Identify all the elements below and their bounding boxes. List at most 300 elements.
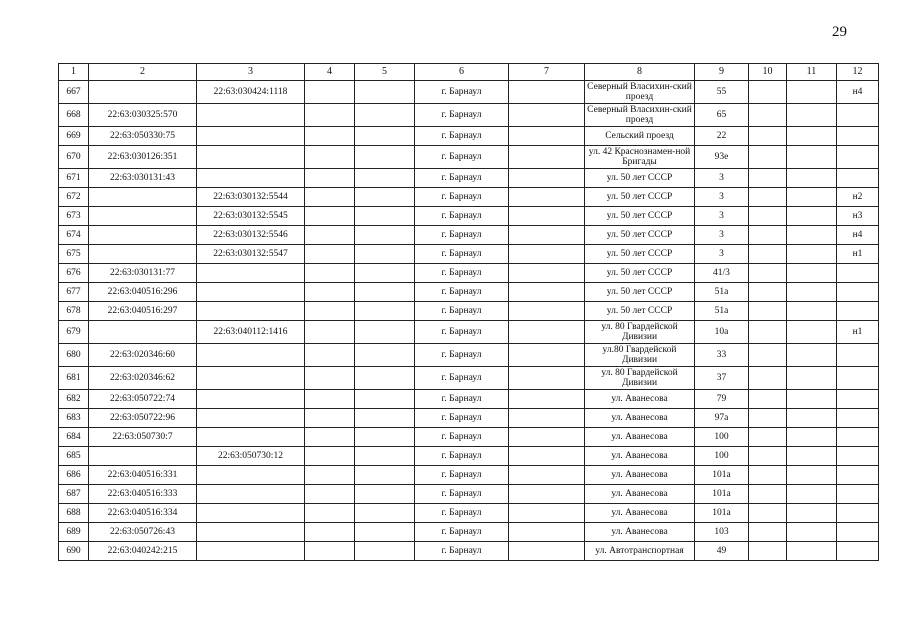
premises-code-cell [837,428,879,447]
premises-cadastral-number-cell: 22:63:030132:5547 [197,245,305,264]
row-number-cell: 683 [59,409,89,428]
premises-code-cell: н1 [837,245,879,264]
premises-cadastral-number-cell [197,428,305,447]
premises-cadastral-number-cell: 22:63:030424:1118 [197,81,305,104]
premises-code-cell [837,302,879,321]
premises-code-cell [837,283,879,302]
empty-cell [749,367,787,390]
table-row [59,523,879,542]
locality-cell: г. Барнаул [415,104,509,127]
empty-cell [749,504,787,523]
premises-code-cell [837,344,879,367]
table-row [59,409,879,428]
street-cell: ул. Аванесова [585,390,695,409]
street-cell: ул. Аванесова [585,485,695,504]
house-number-cell: 101а [695,485,749,504]
cadastral-number-cell: 22:63:050722:96 [89,409,197,428]
empty-cell [509,104,585,127]
locality-cell: г. Барнаул [415,321,509,344]
empty-cell [305,447,355,466]
cadastral-number-cell: 22:63:030131:77 [89,264,197,283]
house-number-cell: 100 [695,428,749,447]
premises-code-cell [837,523,879,542]
house-number-cell: 22 [695,127,749,146]
row-number-cell: 690 [59,542,89,561]
column-header: 10 [749,64,787,81]
locality-cell: г. Барнаул [415,390,509,409]
column-header: 12 [837,64,879,81]
locality-cell: г. Барнаул [415,226,509,245]
row-number-cell: 677 [59,283,89,302]
empty-cell [305,542,355,561]
house-number-cell: 79 [695,390,749,409]
cadastral-number-cell [89,321,197,344]
house-number-cell: 55 [695,81,749,104]
premises-code-cell [837,104,879,127]
row-number-cell: 674 [59,226,89,245]
house-number-cell: 10а [695,321,749,344]
table-row [59,447,879,466]
locality-cell: г. Барнаул [415,409,509,428]
premises-code-cell [837,390,879,409]
empty-cell [787,321,837,344]
premises-code-cell [837,409,879,428]
locality-cell: г. Барнаул [415,245,509,264]
empty-cell [355,344,415,367]
empty-cell [509,188,585,207]
empty-cell [787,523,837,542]
row-number-cell: 675 [59,245,89,264]
locality-cell: г. Барнаул [415,367,509,390]
premises-cadastral-number-cell [197,104,305,127]
empty-cell [787,428,837,447]
empty-cell [355,169,415,188]
premises-cadastral-number-cell [197,283,305,302]
street-cell: ул. Аванесова [585,428,695,447]
cadastral-number-cell [89,81,197,104]
locality-cell: г. Барнаул [415,81,509,104]
empty-cell [355,321,415,344]
table-row [59,283,879,302]
empty-cell [787,409,837,428]
house-number-cell: 37 [695,367,749,390]
premises-code-cell [837,127,879,146]
row-number-cell: 667 [59,81,89,104]
empty-cell [787,485,837,504]
row-number-cell: 686 [59,466,89,485]
premises-cadastral-number-cell [197,523,305,542]
empty-cell [305,188,355,207]
cadastral-number-cell: 22:63:030126:351 [89,146,197,169]
cadastral-number-cell: 22:63:040516:333 [89,485,197,504]
empty-cell [355,283,415,302]
empty-cell [749,146,787,169]
empty-cell [509,264,585,283]
empty-cell [787,264,837,283]
empty-cell [787,81,837,104]
premises-cadastral-number-cell [197,127,305,146]
empty-cell [509,485,585,504]
row-number-cell: 687 [59,485,89,504]
empty-cell [787,245,837,264]
premises-code-cell [837,169,879,188]
empty-cell [749,409,787,428]
premises-cadastral-number-cell: 22:63:030132:5546 [197,226,305,245]
empty-cell [355,104,415,127]
locality-cell: г. Барнаул [415,542,509,561]
empty-cell [749,447,787,466]
empty-cell [509,146,585,169]
cadastral-number-cell: 22:63:040516:297 [89,302,197,321]
row-number-cell: 688 [59,504,89,523]
locality-cell: г. Барнаул [415,504,509,523]
premises-code-cell [837,447,879,466]
premises-cadastral-number-cell [197,146,305,169]
empty-cell [787,127,837,146]
empty-cell [749,302,787,321]
empty-cell [355,504,415,523]
premises-cadastral-number-cell: 22:63:040112:1416 [197,321,305,344]
empty-cell [305,127,355,146]
table-row [59,264,879,283]
empty-cell [509,207,585,226]
empty-cell [355,542,415,561]
empty-cell [355,127,415,146]
locality-cell: г. Барнаул [415,188,509,207]
cadastral-number-cell: 22:63:040242:215 [89,542,197,561]
empty-cell [509,344,585,367]
column-header: 6 [415,64,509,81]
premises-cadastral-number-cell [197,264,305,283]
table-row [59,485,879,504]
house-number-cell: 3 [695,169,749,188]
empty-cell [305,321,355,344]
empty-cell [787,226,837,245]
table-row [59,207,879,226]
empty-cell [355,245,415,264]
street-cell: ул. 50 лет СССР [585,264,695,283]
empty-cell [305,226,355,245]
locality-cell: г. Барнаул [415,127,509,146]
empty-cell [355,428,415,447]
register-table [58,63,879,561]
locality-cell: г. Барнаул [415,485,509,504]
row-number-cell: 684 [59,428,89,447]
street-cell: ул. Аванесова [585,523,695,542]
empty-cell [749,321,787,344]
premises-cadastral-number-cell [197,367,305,390]
empty-cell [355,81,415,104]
house-number-cell: 65 [695,104,749,127]
empty-cell [509,127,585,146]
row-number-cell: 682 [59,390,89,409]
table-row [59,321,879,344]
empty-cell [787,188,837,207]
empty-cell [509,542,585,561]
cadastral-number-cell [89,188,197,207]
row-number-cell: 685 [59,447,89,466]
premises-code-cell [837,504,879,523]
cadastral-number-cell: 22:63:020346:60 [89,344,197,367]
empty-cell [305,264,355,283]
street-cell: Сельский проезд [585,127,695,146]
house-number-cell: 100 [695,447,749,466]
locality-cell: г. Барнаул [415,447,509,466]
empty-cell [509,409,585,428]
street-cell: ул. 50 лет СССР [585,207,695,226]
empty-cell [305,81,355,104]
column-header: 4 [305,64,355,81]
empty-cell [749,264,787,283]
premises-code-cell: н4 [837,226,879,245]
street-cell: Северный Власихин-ский проезд [585,104,695,127]
cadastral-number-cell: 22:63:020346:62 [89,367,197,390]
street-cell: ул. 80 Гвардейской Дивизии [585,321,695,344]
premises-cadastral-number-cell [197,504,305,523]
empty-cell [305,504,355,523]
premises-code-cell: н4 [837,81,879,104]
empty-cell [509,466,585,485]
empty-cell [355,523,415,542]
house-number-cell: 49 [695,542,749,561]
empty-cell [305,466,355,485]
empty-cell [509,283,585,302]
premises-cadastral-number-cell [197,542,305,561]
empty-cell [305,302,355,321]
empty-cell [787,302,837,321]
empty-cell [355,207,415,226]
empty-cell [749,283,787,302]
column-header: 2 [89,64,197,81]
row-number-cell: 669 [59,127,89,146]
empty-cell [509,245,585,264]
empty-cell [509,81,585,104]
street-cell: ул.80 Гвардейской Дивизии [585,344,695,367]
empty-cell [749,226,787,245]
cadastral-number-cell [89,226,197,245]
house-number-cell: 103 [695,523,749,542]
empty-cell [787,447,837,466]
house-number-cell: 51а [695,302,749,321]
locality-cell: г. Барнаул [415,523,509,542]
table-row [59,127,879,146]
street-cell: ул. 50 лет СССР [585,226,695,245]
street-cell: ул. Автотранспортная [585,542,695,561]
empty-cell [305,523,355,542]
empty-cell [749,542,787,561]
empty-cell [509,321,585,344]
locality-cell: г. Барнаул [415,344,509,367]
street-cell: ул. 80 Гвардейской Дивизии [585,367,695,390]
locality-cell: г. Барнаул [415,428,509,447]
house-number-cell: 3 [695,207,749,226]
house-number-cell: 33 [695,344,749,367]
row-number-cell: 673 [59,207,89,226]
row-number-cell: 672 [59,188,89,207]
table-row [59,188,879,207]
premises-code-cell: н3 [837,207,879,226]
cadastral-number-cell: 22:63:050330:75 [89,127,197,146]
street-cell: Северный Власихин-ский проезд [585,81,695,104]
table-header-row [59,64,879,81]
premises-cadastral-number-cell [197,169,305,188]
empty-cell [305,207,355,226]
locality-cell: г. Барнаул [415,302,509,321]
empty-cell [749,169,787,188]
house-number-cell: 3 [695,188,749,207]
street-cell: ул. 42 Краснознамен-ной Бригады [585,146,695,169]
empty-cell [355,226,415,245]
cadastral-number-cell: 22:63:040516:296 [89,283,197,302]
table-row [59,428,879,447]
house-number-cell: 101а [695,504,749,523]
row-number-cell: 668 [59,104,89,127]
table-row [59,104,879,127]
cadastral-number-cell: 22:63:040516:334 [89,504,197,523]
empty-cell [355,302,415,321]
street-cell: ул. Аванесова [585,466,695,485]
premises-cadastral-number-cell [197,390,305,409]
house-number-cell: 93е [695,146,749,169]
column-header: 3 [197,64,305,81]
empty-cell [787,367,837,390]
empty-cell [787,146,837,169]
empty-cell [749,81,787,104]
street-cell: ул. 50 лет СССР [585,169,695,188]
table-row [59,344,879,367]
table-row [59,81,879,104]
empty-cell [787,344,837,367]
cadastral-number-cell: 22:63:040516:331 [89,466,197,485]
premises-cadastral-number-cell: 22:63:050730:12 [197,447,305,466]
street-cell: ул. 50 лет СССР [585,245,695,264]
table-row [59,169,879,188]
cadastral-number-cell: 22:63:030131:43 [89,169,197,188]
empty-cell [749,188,787,207]
table-row [59,367,879,390]
premises-cadastral-number-cell [197,302,305,321]
empty-cell [305,104,355,127]
empty-cell [787,104,837,127]
row-number-cell: 689 [59,523,89,542]
empty-cell [509,367,585,390]
page-number: 29 [832,24,847,40]
empty-cell [509,169,585,188]
locality-cell: г. Барнаул [415,169,509,188]
empty-cell [355,367,415,390]
empty-cell [749,104,787,127]
table-row [59,390,879,409]
empty-cell [509,390,585,409]
empty-cell [305,146,355,169]
street-cell: ул. 50 лет СССР [585,283,695,302]
empty-cell [305,485,355,504]
premises-code-cell [837,367,879,390]
premises-code-cell [837,542,879,561]
row-number-cell: 671 [59,169,89,188]
empty-cell [749,485,787,504]
row-number-cell: 670 [59,146,89,169]
empty-cell [355,409,415,428]
column-header: 1 [59,64,89,81]
street-cell: ул. Аванесова [585,409,695,428]
premises-cadastral-number-cell: 22:63:030132:5544 [197,188,305,207]
row-number-cell: 676 [59,264,89,283]
empty-cell [749,466,787,485]
empty-cell [509,428,585,447]
empty-cell [305,409,355,428]
empty-cell [355,146,415,169]
premises-cadastral-number-cell [197,485,305,504]
empty-cell [305,428,355,447]
premises-code-cell [837,485,879,504]
table-row [59,466,879,485]
empty-cell [509,226,585,245]
cadastral-number-cell: 22:63:050730:7 [89,428,197,447]
empty-cell [305,344,355,367]
cadastral-number-cell: 22:63:050726:43 [89,523,197,542]
premises-cadastral-number-cell [197,466,305,485]
empty-cell [509,447,585,466]
house-number-cell: 3 [695,245,749,264]
street-cell: ул. 50 лет СССР [585,188,695,207]
row-number-cell: 679 [59,321,89,344]
column-header: 8 [585,64,695,81]
column-header: 5 [355,64,415,81]
premises-cadastral-number-cell: 22:63:030132:5545 [197,207,305,226]
premises-cadastral-number-cell [197,409,305,428]
cadastral-number-cell: 22:63:030325:570 [89,104,197,127]
row-number-cell: 681 [59,367,89,390]
empty-cell [509,504,585,523]
table-row [59,146,879,169]
empty-cell [787,504,837,523]
table-row [59,504,879,523]
house-number-cell: 101а [695,466,749,485]
house-number-cell: 51а [695,283,749,302]
empty-cell [305,390,355,409]
premises-cadastral-number-cell [197,344,305,367]
row-number-cell: 680 [59,344,89,367]
street-cell: ул. Аванесова [585,447,695,466]
empty-cell [355,264,415,283]
empty-cell [787,390,837,409]
cadastral-number-cell [89,207,197,226]
empty-cell [787,207,837,226]
cadastral-number-cell: 22:63:050722:74 [89,390,197,409]
table-row [59,302,879,321]
row-number-cell: 678 [59,302,89,321]
street-cell: ул. Аванесова [585,504,695,523]
locality-cell: г. Барнаул [415,146,509,169]
empty-cell [787,542,837,561]
empty-cell [305,283,355,302]
empty-cell [305,169,355,188]
locality-cell: г. Барнаул [415,283,509,302]
table-row [59,542,879,561]
cadastral-number-cell [89,245,197,264]
house-number-cell: 3 [695,226,749,245]
empty-cell [787,169,837,188]
column-header: 7 [509,64,585,81]
table-row [59,245,879,264]
premises-code-cell [837,264,879,283]
empty-cell [509,302,585,321]
empty-cell [355,390,415,409]
premises-code-cell [837,146,879,169]
empty-cell [749,207,787,226]
house-number-cell: 97а [695,409,749,428]
